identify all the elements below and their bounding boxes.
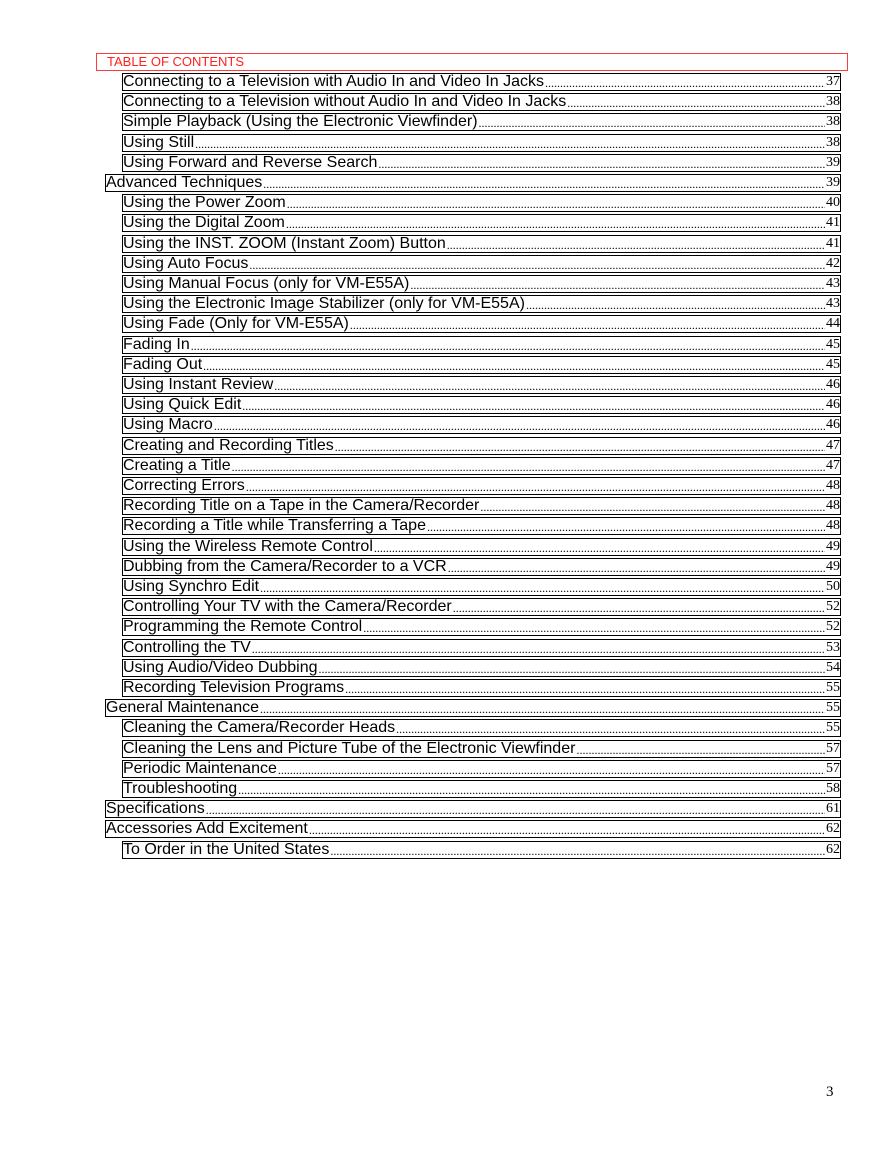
toc-entry-title: Using Still: [123, 133, 195, 151]
toc-entry-title: Advanced Techniques: [106, 174, 263, 191]
dot-leader: [330, 844, 825, 858]
toc-entry-page: 55: [826, 720, 840, 736]
toc-entry[interactable]: [122, 497, 841, 515]
toc-entry-page: 62: [826, 821, 840, 837]
toc-entry-page: 38: [826, 94, 840, 110]
toc-entry-title: Using Manual Focus (only for VM-E55A): [123, 275, 410, 292]
toc-entry[interactable]: [105, 800, 841, 818]
dot-leader: [242, 399, 825, 413]
toc-entry-title: Using the Digital Zoom: [123, 214, 285, 232]
toc-entry-page: 39: [826, 175, 840, 190]
toc-entry[interactable]: [122, 214, 841, 232]
toc-entry-title: General Maintenance: [106, 699, 259, 717]
toc-entry-page: 43: [826, 276, 840, 291]
toc-entry-title: Using Auto Focus: [123, 254, 249, 272]
dot-leader: [448, 561, 825, 575]
toc-entry[interactable]: [122, 154, 841, 172]
toc-entry[interactable]: [122, 457, 841, 475]
toc-entry-page: 62: [826, 841, 840, 857]
toc-entry[interactable]: [122, 315, 841, 333]
toc-entry-page: 52: [826, 619, 840, 635]
toc-entry-page: 54: [826, 659, 840, 675]
toc-entry[interactable]: [122, 376, 841, 394]
toc-entry-page: 44: [826, 316, 840, 332]
dot-leader: [309, 823, 825, 837]
toc-entry-page: 50: [826, 579, 840, 594]
toc-entry-title: Using the Power Zoom: [123, 194, 286, 212]
toc-entry-title: Using the Wireless Remote Control: [123, 537, 373, 555]
toc-entry[interactable]: [122, 841, 841, 859]
page-number: 3: [826, 1084, 834, 1100]
toc-entry-title: Periodic Maintenance: [123, 759, 277, 777]
dot-leader: [252, 642, 825, 656]
toc-entry[interactable]: [122, 740, 841, 758]
toc-entry[interactable]: [122, 255, 841, 273]
dot-leader: [214, 419, 825, 433]
toc-entry-page: 61: [826, 801, 840, 817]
toc-entry[interactable]: [122, 719, 841, 737]
toc-entry-page: 47: [826, 437, 840, 453]
dot-leader: [232, 460, 825, 474]
toc-entry-page: 38: [826, 114, 840, 130]
toc-entry-title: Recording Television Programs: [123, 679, 345, 696]
dot-leader: [374, 541, 825, 555]
toc-entry-page: 37: [826, 74, 840, 89]
toc-entry-page: 48: [826, 518, 840, 534]
toc-entry-page: 57: [826, 740, 840, 756]
dot-leader: [410, 278, 825, 292]
dot-leader: [195, 137, 825, 151]
dot-leader: [238, 783, 825, 797]
dot-leader: [345, 682, 825, 696]
toc-entry[interactable]: [122, 113, 841, 131]
dot-leader: [545, 76, 825, 90]
toc-entry-title: Using Forward and Reverse Search: [123, 153, 378, 171]
toc-entry-page: 43: [826, 296, 840, 312]
dot-leader: [567, 96, 825, 110]
dot-leader: [378, 157, 825, 171]
toc-entry-title: Creating a Title: [123, 456, 231, 474]
toc-entry[interactable]: [122, 538, 841, 556]
toc-entry-title: Recording a Title while Transferring a Tape: [123, 517, 426, 535]
toc-entry[interactable]: [105, 820, 841, 838]
toc-entry[interactable]: [122, 134, 841, 152]
toc-entry-title: Connecting to a Television with Audio In and Video In Jacks: [123, 73, 545, 90]
toc-entry[interactable]: [122, 578, 841, 596]
toc-entry-title: Fading In: [123, 335, 190, 353]
toc-entry-title: Using Synchro Edit: [123, 578, 260, 595]
toc-entry[interactable]: [122, 618, 841, 636]
toc-entry-page: 48: [826, 498, 840, 514]
toc-entry-page: 55: [826, 680, 840, 695]
toc-entry-title: Dubbing from the Camera/Recorder to a VCR: [123, 557, 447, 575]
toc-entry-page: 57: [826, 760, 840, 776]
toc-entry-title: Recording Title on a Tape in the Camera/Recorder: [123, 497, 480, 515]
toc-entry-page: 49: [826, 538, 840, 554]
toc-entry[interactable]: [122, 659, 841, 677]
toc-entry-title: Accessories Add Excitement: [106, 820, 308, 838]
toc-entry[interactable]: [122, 416, 841, 434]
toc-entry-page: 38: [826, 134, 840, 150]
toc-entry-page: 42: [826, 255, 840, 271]
toc-entry[interactable]: [122, 639, 841, 657]
toc-entry[interactable]: [122, 679, 841, 697]
toc-entry-title: Cleaning the Camera/Recorder Heads: [123, 719, 396, 737]
toc-entry-page: 41: [826, 235, 840, 251]
toc-entry[interactable]: [122, 194, 841, 212]
dot-leader: [263, 177, 825, 191]
toc-entry-page: 58: [826, 781, 840, 796]
dot-leader: [427, 520, 825, 534]
toc-entry-title: Using the INST. ZOOM (Instant Zoom) Button: [123, 234, 446, 252]
dot-leader: [191, 339, 825, 353]
dot-leader: [453, 601, 825, 615]
toc-header: TABLE OF CONTENTS: [96, 53, 848, 71]
dot-leader: [447, 238, 825, 252]
toc-entry[interactable]: [122, 477, 841, 495]
toc-entry[interactable]: [105, 699, 841, 717]
dot-leader: [396, 722, 825, 736]
dot-leader: [286, 217, 825, 231]
toc-entry[interactable]: [105, 174, 841, 192]
toc-entry-page: 55: [826, 700, 840, 716]
dot-leader: [479, 116, 825, 130]
toc-entry-title: Using Audio/Video Dubbing: [123, 658, 318, 676]
dot-leader: [249, 258, 825, 272]
toc-entry-page: 48: [826, 478, 840, 493]
toc-entry-page: 46: [826, 397, 840, 413]
toc-entry-title: Correcting Errors: [123, 477, 245, 494]
toc-entry[interactable]: [122, 780, 841, 798]
toc-entry-title: Fading Out: [123, 355, 203, 373]
dot-leader: [287, 197, 825, 211]
toc-entry[interactable]: [122, 275, 841, 293]
toc-entry-page: 46: [826, 417, 840, 433]
toc-entry-page: 39: [826, 154, 840, 170]
toc-entry-title: Creating and Recording Titles: [123, 436, 334, 454]
toc-entry[interactable]: [122, 517, 841, 535]
toc-entry[interactable]: [122, 356, 841, 374]
toc-entry[interactable]: [122, 760, 841, 778]
dot-leader: [363, 621, 825, 635]
dot-leader: [246, 480, 825, 494]
toc-entry[interactable]: [122, 235, 841, 253]
dot-leader: [576, 743, 825, 757]
toc-entry-title: Using Quick Edit: [123, 396, 242, 414]
toc-entry[interactable]: [122, 396, 841, 414]
dot-leader: [206, 803, 825, 817]
dot-leader: [260, 702, 825, 716]
toc-entry[interactable]: [122, 598, 841, 616]
toc-entry-title: Controlling the TV: [123, 638, 251, 656]
toc-entry-page: 49: [826, 558, 840, 574]
toc-entry-title: Using Macro: [123, 416, 213, 434]
toc-entry[interactable]: [122, 93, 841, 111]
toc-entry-page: 52: [826, 599, 840, 615]
toc-entry-page: 45: [826, 336, 840, 352]
dot-leader: [260, 581, 825, 595]
toc-entry-page: 41: [826, 215, 840, 231]
dot-leader: [335, 440, 825, 454]
dot-leader: [278, 763, 825, 777]
dot-leader: [274, 379, 825, 393]
toc-entry-title: Simple Playback (Using the Electronic Viewfinder): [123, 113, 478, 131]
toc-entry-title: Controlling Your TV with the Camera/Recorder: [123, 598, 452, 616]
toc-entry-title: Troubleshooting: [123, 780, 238, 797]
toc-entry-page: 47: [826, 457, 840, 473]
dot-leader: [319, 662, 825, 676]
toc-entry-title: Programming the Remote Control: [123, 618, 363, 636]
toc-entry-title: Using Instant Review: [123, 376, 274, 393]
toc-entry[interactable]: [122, 73, 841, 91]
toc-entry-title: Using Fade (Only for VM-E55A): [123, 315, 349, 333]
toc-entry-page: 45: [826, 356, 840, 372]
toc-entry-title: To Order in the United States: [123, 840, 330, 858]
toc-entry-page: 53: [826, 639, 840, 655]
toc-entry[interactable]: [122, 336, 841, 354]
toc-entry[interactable]: [122, 295, 841, 313]
dot-leader: [350, 318, 825, 332]
toc-entry-title: Connecting to a Television without Audio In and Video In Jacks: [123, 93, 567, 111]
toc-entry[interactable]: [122, 437, 841, 455]
toc-entry-page: 46: [826, 377, 840, 392]
toc-entry-title: Cleaning the Lens and Picture Tube of the Electronic Viewfinder: [123, 739, 576, 757]
toc-entry-title: Specifications: [106, 800, 205, 818]
dot-leader: [203, 359, 825, 373]
toc-entry-title: Using the Electronic Image Stabilizer (only for VM-E55A): [123, 295, 525, 313]
toc-entry[interactable]: [122, 558, 841, 576]
dot-leader: [526, 298, 825, 312]
toc-entry-page: 40: [826, 195, 840, 211]
dot-leader: [480, 500, 825, 514]
